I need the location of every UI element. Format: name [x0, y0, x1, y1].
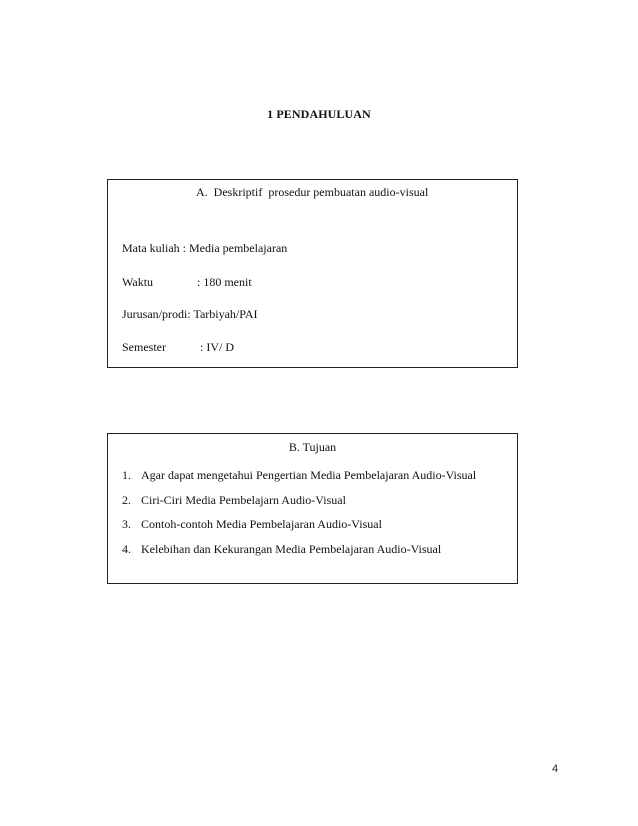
info-row-mata-kuliah: [122, 241, 287, 256]
list-item-number: 4.: [122, 541, 131, 556]
info-value: : Media pembelajaran: [182, 241, 288, 255]
info-row-semester: [122, 340, 234, 355]
info-row-jurusan-prodi: [122, 307, 258, 322]
info-value: : IV/ D: [200, 340, 234, 354]
objectives-list: [122, 468, 476, 566]
list-item-number: 1.: [122, 468, 131, 482]
info-value: : 180 menit: [197, 275, 252, 289]
list-item: [122, 468, 476, 493]
info-value: : Tarbiyah/PAI: [187, 307, 258, 321]
section-a-heading: A. Deskriptif prosedur pembuatan audio-visual: [196, 185, 429, 199]
list-item-text: Agar dapat mengetahui Pengertian Media Pembelajaran Audio-Visual: [141, 468, 477, 482]
list-item-text: Contoh-contoh Media Pembelajaran Audio-Visual: [141, 517, 382, 531]
list-item: [122, 493, 476, 518]
section-b-heading: B. Tujuan: [288, 440, 337, 454]
description-box: [107, 179, 518, 368]
info-label: Semester: [122, 340, 166, 354]
info-label: Waktu: [122, 275, 154, 289]
list-item-text: Kelebihan dan Kekurangan Media Pembelajaran Audio-Visual: [141, 541, 442, 556]
list-item-number: 2.: [122, 492, 131, 507]
info-row-waktu: [122, 275, 252, 290]
info-label: Jurusan/prodi: [122, 307, 188, 321]
list-item: [122, 542, 476, 567]
page-number: 4: [552, 763, 559, 775]
list-item-text: Ciri-Ciri Media Pembelajarn Audio-Visual: [141, 492, 346, 507]
list-item: [122, 517, 476, 542]
info-label: Mata kuliah: [122, 241, 180, 255]
list-item-number: 3.: [122, 517, 131, 531]
page-title: 1 PENDAHULUAN: [267, 107, 371, 121]
objectives-box: [107, 433, 518, 584]
